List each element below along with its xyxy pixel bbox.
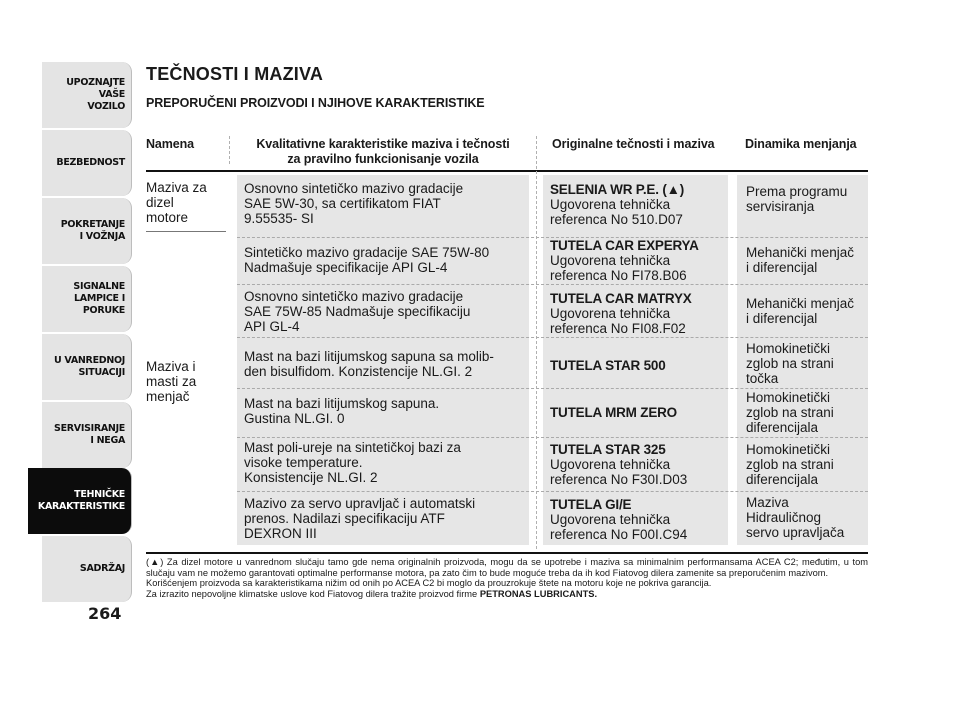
row-separator: [237, 337, 868, 338]
row-separator: [237, 491, 868, 492]
page-number: 264: [88, 604, 122, 623]
product-detail: Ugovorena tehnička referenca No FI78.B06: [550, 253, 687, 283]
column-header-interval: Dinamika menjanja: [745, 137, 857, 151]
page-title: TEČNOSTI I MAZIVA: [146, 64, 324, 84]
footnote: [146, 557, 868, 599]
quality-row-1: Osnovno sintetičko mazivo gradacije SAE 5W-30, sa certifikatom FIAT 9.55535- SI: [244, 181, 464, 226]
center-divider: [536, 136, 537, 549]
tab-u-vanrednoj-situaciji[interactable]: U VANREDNOJ SITUACIJI: [42, 334, 132, 400]
interval-row-7: Maziva Hidrauličnog servo upravljača: [746, 495, 845, 540]
interval-row-2: Mehanički menjač i diferencijal: [746, 245, 855, 275]
column-header-namena: Namena: [146, 137, 195, 151]
product-name: TUTELA MRM ZERO: [550, 405, 677, 420]
footnote-line-3-text: Za izrazito nepovoljne klimatske uslove kod Fiatovog dilera tražite proizvod firme: [146, 588, 480, 599]
product-row-6: [550, 442, 687, 487]
tab-sadrzaj[interactable]: SADRŽAJ: [42, 536, 132, 602]
interval-row-4: Homokinetički zglob na strani točka: [746, 341, 834, 386]
product-name: TUTELA STAR 325: [550, 442, 666, 457]
namena-diesel: Maziva za dizel motore: [146, 180, 207, 225]
product-name: TUTELA GI/E: [550, 497, 632, 512]
tab-bezbednost[interactable]: BEZBEDNOST: [42, 130, 132, 196]
footnote-brand: PETRONAS LUBRICANTS.: [479, 588, 598, 599]
tab-upoznajte-vase-vozilo[interactable]: UPOZNAJTE VAŠE VOZILO: [42, 62, 132, 128]
product-name: TUTELA STAR 500: [550, 358, 666, 373]
tab-signalne-lampice[interactable]: SIGNALNE LAMPICE I PORUKE: [42, 266, 132, 332]
quality-row-2: Sintetičko mazivo gradacije SAE 75W-80 Nadmašuje specifikacije API GL-4: [244, 245, 490, 275]
interval-row-6: Homokinetički zglob na strani diferencijala: [746, 442, 834, 487]
row-separator: [237, 388, 868, 389]
tab-pokretanje-i-voznja[interactable]: POKRETANJE I VOŽNJA: [42, 198, 132, 264]
namena-gearbox: Maziva i masti za menjač: [146, 359, 197, 404]
quality-row-4: Mast na bazi litijumskog sapuna sa molib- den bisulfidom. Konzistencije NL.GI. 2: [244, 349, 494, 379]
column-header-original-fluids: Originalne tečnosti i maziva: [552, 137, 715, 151]
product-row-2: [550, 238, 699, 283]
header-rule: [146, 170, 868, 172]
product-name: TUTELA CAR MATRYX: [550, 291, 692, 306]
tab-servisiranje-i-nega[interactable]: SERVISIRANJE I NEGA: [42, 402, 132, 468]
product-row-5: [550, 405, 677, 420]
footnote-line-3: [146, 589, 868, 600]
row-separator: [237, 284, 868, 285]
footnote-line-2: Korišćenjem proizvoda sa karakteristikama nižim od onih po ACEA C2 bi moglo da prouzrokuje štete na motoru koje ne pokriva garancija.: [146, 578, 712, 588]
interval-row-5: Homokinetički zglob na strani diferencijala: [746, 390, 834, 435]
quality-row-5: Mast na bazi litijumskog sapuna. Gustina NL.GI. 0: [244, 396, 440, 426]
product-row-3: [550, 291, 692, 336]
interval-row-1: Prema programu servisiranja: [746, 184, 848, 214]
product-detail: Ugovorena tehnička referenca No 510.D07: [550, 197, 683, 227]
product-detail: Ugovorena tehnička referenca No F00I.C94: [550, 512, 688, 542]
footnote-rule: [146, 552, 868, 554]
product-detail: Ugovorena tehnička referenca No FI08.F02: [550, 306, 686, 336]
footnote-line-1: (▲) Za dizel motore u vanrednom slučaju tamo gde nema originalnih proizvoda, mogu da se upotrebe i maziva sa minimalnim performansama ACEA C2; međutim, u tom slučaju vam ne možemo garantovati optimalne performanse motora, pa zato čim to bude moguće treba da ih kod Fiatovog dilera zamenite sa preporučenim mazivom.: [146, 557, 868, 578]
product-row-4: [550, 358, 666, 373]
product-name: TUTELA CAR EXPERYA: [550, 238, 699, 253]
column-header-quality: Kvalitativne karakteristike maziva i tečnosti za pravilno funkcionisanje vozila: [256, 137, 510, 166]
column-divider: [229, 136, 230, 164]
quality-row-6: Mast poli-ureje na sintetičkoj bazi za visoke temperature. Konsistencije NL.GI. 2: [244, 440, 461, 485]
quality-row-7: Mazivo za servo upravljač i automatski prenos. Nadilazi specifikaciju ATF DEXRON III: [244, 496, 476, 541]
product-detail: Ugovorena tehnička referenca No F30I.D03: [550, 457, 688, 487]
product-name: SELENIA WR P.E. (▲): [550, 182, 685, 197]
tab-tehnicke-karakteristike[interactable]: TEHNIČKE KARAKTERISTIKE: [28, 468, 132, 534]
product-row-7: [550, 497, 687, 542]
interval-row-3: Mehanički menjač i diferencijal: [746, 296, 855, 326]
quality-row-3: Osnovno sintetičko mazivo gradacije SAE 75W-85 Nadmašuje specifikaciju API GL-4: [244, 289, 471, 334]
namena-separator: [146, 231, 226, 232]
page-subtitle: PREPORUČENI PROIZVODI I NJIHOVE KARAKTERISTIKE: [146, 96, 485, 110]
product-row-1: [550, 182, 684, 227]
row-separator: [237, 437, 868, 438]
